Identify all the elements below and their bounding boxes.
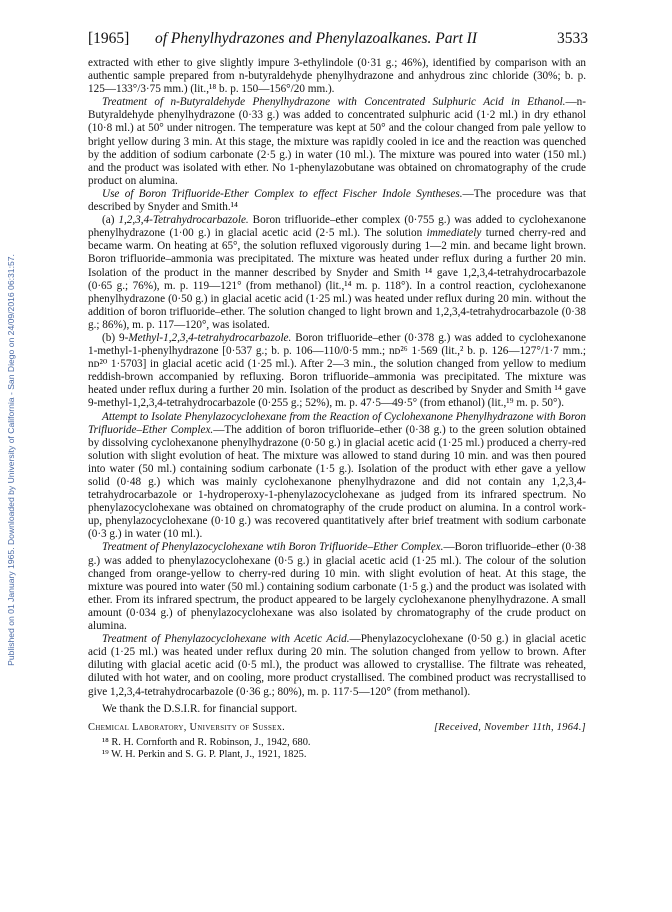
paragraph-text: —Boron trifluoride–ether (0·38 g.) was added to phenylazocyclohexane (0·5 g.) in glacial acetic acid (1·25 ml.). The colour of the solution changed from orange-yellow to cherry-red during 10 min. with slight evolution of heat. At this stage, the mixture was poured into water (50 ml.) containing sodium carbonate (1·5 g.) and the product was isolated with ether. From its infrared spectrum, the product appeared to be largely cyclohexanone phenylhydrazone. A small amount (0·034 g.) of phenylazocyclohexane was also isolated by chromatography of the crude product on alumina. (88, 541, 586, 633)
paragraph-text: Boron trifluoride–ether complex (0·755 g.) was added to cyclohexanone phenylhydrazone (1·00 g.) in glacial acetic acid (2·5 ml.). The solution (88, 214, 586, 240)
received-date: [Received, November 11th, 1964.] (434, 721, 586, 733)
compound-name: Methyl-1,2,3,4-tetrahydrocarbazole. (128, 331, 292, 344)
section-heading: Treatment of n-Butyraldehyde Phenylhydrazone with Concentrated Sulphuric Acid in Ethanol. (102, 96, 566, 109)
paragraph-text: —n-Butyraldehyde phenylhydrazone (0·33 g.) was added to concentrated sulphuric acid (1·2 ml.) in dry ethanol (10·8 ml.) at 50° under nitrogen. The temperature was kept at 50° and the colour changed from pale yellow to bright yellow during 3 min. At this stage, the mixture was rapidly cooled in ice and the reaction was quenched by the addition of sodium carbonate (2·5 g.) in water (10 ml.). The mixture was poured into water (150 ml.) and the product was isolated with ether. No 1-phenylazobutane was obtained on chromatography of the crude product on alumina. (88, 96, 586, 187)
paragraph-boron-trifluoride (88, 188, 586, 214)
footnote-19: ¹⁹ W. H. Perkin and S. G. P. Plant, J., 1921, 1825. (102, 748, 307, 760)
item-label: (a) (102, 214, 119, 227)
paragraph-sulphuric-acid (88, 96, 586, 188)
paragraph-text: —Phenylazocyclohexane (0·50 g.) in glacial acetic acid (1·25 ml.) was heated under reflux during 20 min. The solution changed from yellow to brown. After diluting with glacial acetic acid (0·5 ml.), the product was allowed to crystallise. The filtrate was reheated, diluted with hot water, and on cooling, more product crystallised. The combined product was recrystallised to give 1,2,3,4-tetrahydrocarbazole (0·36 g.; 80%), m. p. 117·5—120° (from methanol). (88, 633, 587, 698)
paragraph-phenylazocyclohexane-bf3 (88, 541, 586, 633)
running-header (88, 30, 588, 50)
paragraph-text: —The addition of boron trifluoride–ether (0·38 g.) to the green solution obtained by dissolving cyclohexanone phenylhydrazone (0·50 g.) in glacial acetic acid (1·25 ml.) produced a cherry-red solution with slight evolution of heat. The mixture was allowed to stand during 10 min. and was then poured into water (50 ml.) containing sodium carbonate (1·5 g.). Isolation of the product with ether gave a yellow solid (0·48 g.) which was mainly cyclohexanone phenylhydrazone and did not contain any 1,2,3,4-tetrahydrocarbazole or 1-hydroperoxy-1-phenylazocyclohexane as judged from its infrared spectrum. No phenylazocyclohexane was obtained on chromatography of the crude product on alumina. In a control work-up, phenylazocyclohexane (0·10 g.) was recovered quantitatively after brief treatment with sodium carbonate (0·3 g.) in water (10 ml.). (88, 423, 586, 541)
paragraph-tetrahydrocarbazole (88, 214, 586, 332)
paragraph-text: turned cherry-red and became warm. On heating at 65°, the solution refluxed vigorously during 1—2 min. and became light brown. Boron trifluoride–ammonia was precipitated. The mixture was heated under reflux during a further 20 min. Isolation of the product in the manner described by Snyder and Smith ¹⁴ gave 1,2,3,4-tetrahydrocarbazole (0·65 g.; 76%), m. p. 119—121° (from methanol) (lit.,¹⁴ m. p. 118°). In a control reaction, cyclohexanone phenylhydrazone (0·50 g.) in glacial acetic acid (1·25 ml.) was heated under reflux during 20 min. without the addition of boron trifluoride–ether. The solution changed to light brown and 1,2,3,4-tetrahydrocarbazole (0·38 g.; 86%), m. p. 117—120°, was isolated. (88, 227, 586, 331)
download-notice-text: Published on 01 January 1965. Downloaded by University of California - San Diego on 24/09/2016 06:31:57. (6, 254, 16, 666)
article-body (88, 57, 586, 761)
laboratory-address: Chemical Laboratory, University of Sussex. (88, 721, 285, 733)
paragraph-isolation-attempt (88, 411, 586, 542)
footnotes (88, 737, 586, 761)
emphasis: immediately (426, 227, 482, 240)
footnote-18: ¹⁸ R. H. Cornforth and R. Robinson, J., 1942, 680. (102, 736, 311, 748)
header-year: [1965] (88, 30, 130, 47)
section-heading: Use of Boron Trifluoride-Ether Complex to effect Fischer Indole Syntheses. (102, 187, 463, 200)
paragraph-text: Boron trifluoride–ether (0·378 g.) was added to cyclohexanone 1-methyl-1-phenylhydrazone [0·537 g.; b. p. 106—110/0·5 mm.; nᴅ²⁶ 1·569 (lit.,² b. p. 126—127°/1·7 mm.; nᴅ²⁰ 1·5703] in glacial acetic acid (1·25 ml.). After 2—3 min., the solution changed from yellow to medium reddish-brown accompanied by refluxing. Boron trifluoride–ammonia was precipitated. The mixture was heated under reflux during a further 20 min. Isolation of the product as described by Snyder and Smith ¹⁴ gave 9-methyl-1,2,3,4-tetrahydrocarbazole (0·255 g.; 52%), m. p. 47·5—49·5° (from ethanol) (lit.,¹⁹ m. p. 50°). (88, 331, 586, 410)
item-label: (b) 9- (102, 331, 129, 344)
header-title: of Phenylhydrazones and Phenylazoalkanes. Part II (155, 30, 477, 47)
paragraph-methyl-tetrahydrocarbazole (88, 332, 586, 411)
section-heading: Attempt to Isolate Phenylazocyclohexane from the Reaction of Cyclohexanone Phenylhydrazone with Boron Trifluoride–Ether Complex. (88, 410, 586, 436)
paragraph-3-ethylindole: extracted with ether to give slightly impure 3-ethylindole (0·31 g.; 46%), identified by comparison with an authentic sample prepared from n-butyraldehyde phenylhydrazone and anhydrous zinc chloride (30%; b. p. 125—133°/3·75 mm.) (lit.,¹⁸ b. p. 150—156°/20 mm.). (88, 57, 586, 96)
compound-name: 1,2,3,4-Tetrahydrocarbazole. (118, 214, 249, 227)
download-notice (4, 100, 18, 820)
acknowledgement: We thank the D.S.I.R. for financial support. (102, 702, 298, 715)
section-heading: Treatment of Phenylazocyclohexane with Acetic Acid. (102, 633, 350, 646)
section-heading: Treatment of Phenylazocyclohexane wtih Boron Trifluoride–Ether Complex. (102, 541, 444, 554)
page-number: 3533 (557, 30, 588, 47)
paragraph-acetic-acid (88, 633, 586, 698)
address-line (88, 721, 586, 735)
paragraph-text: —The procedure was that described by Snyder and Smith.¹⁴ (88, 187, 586, 214)
